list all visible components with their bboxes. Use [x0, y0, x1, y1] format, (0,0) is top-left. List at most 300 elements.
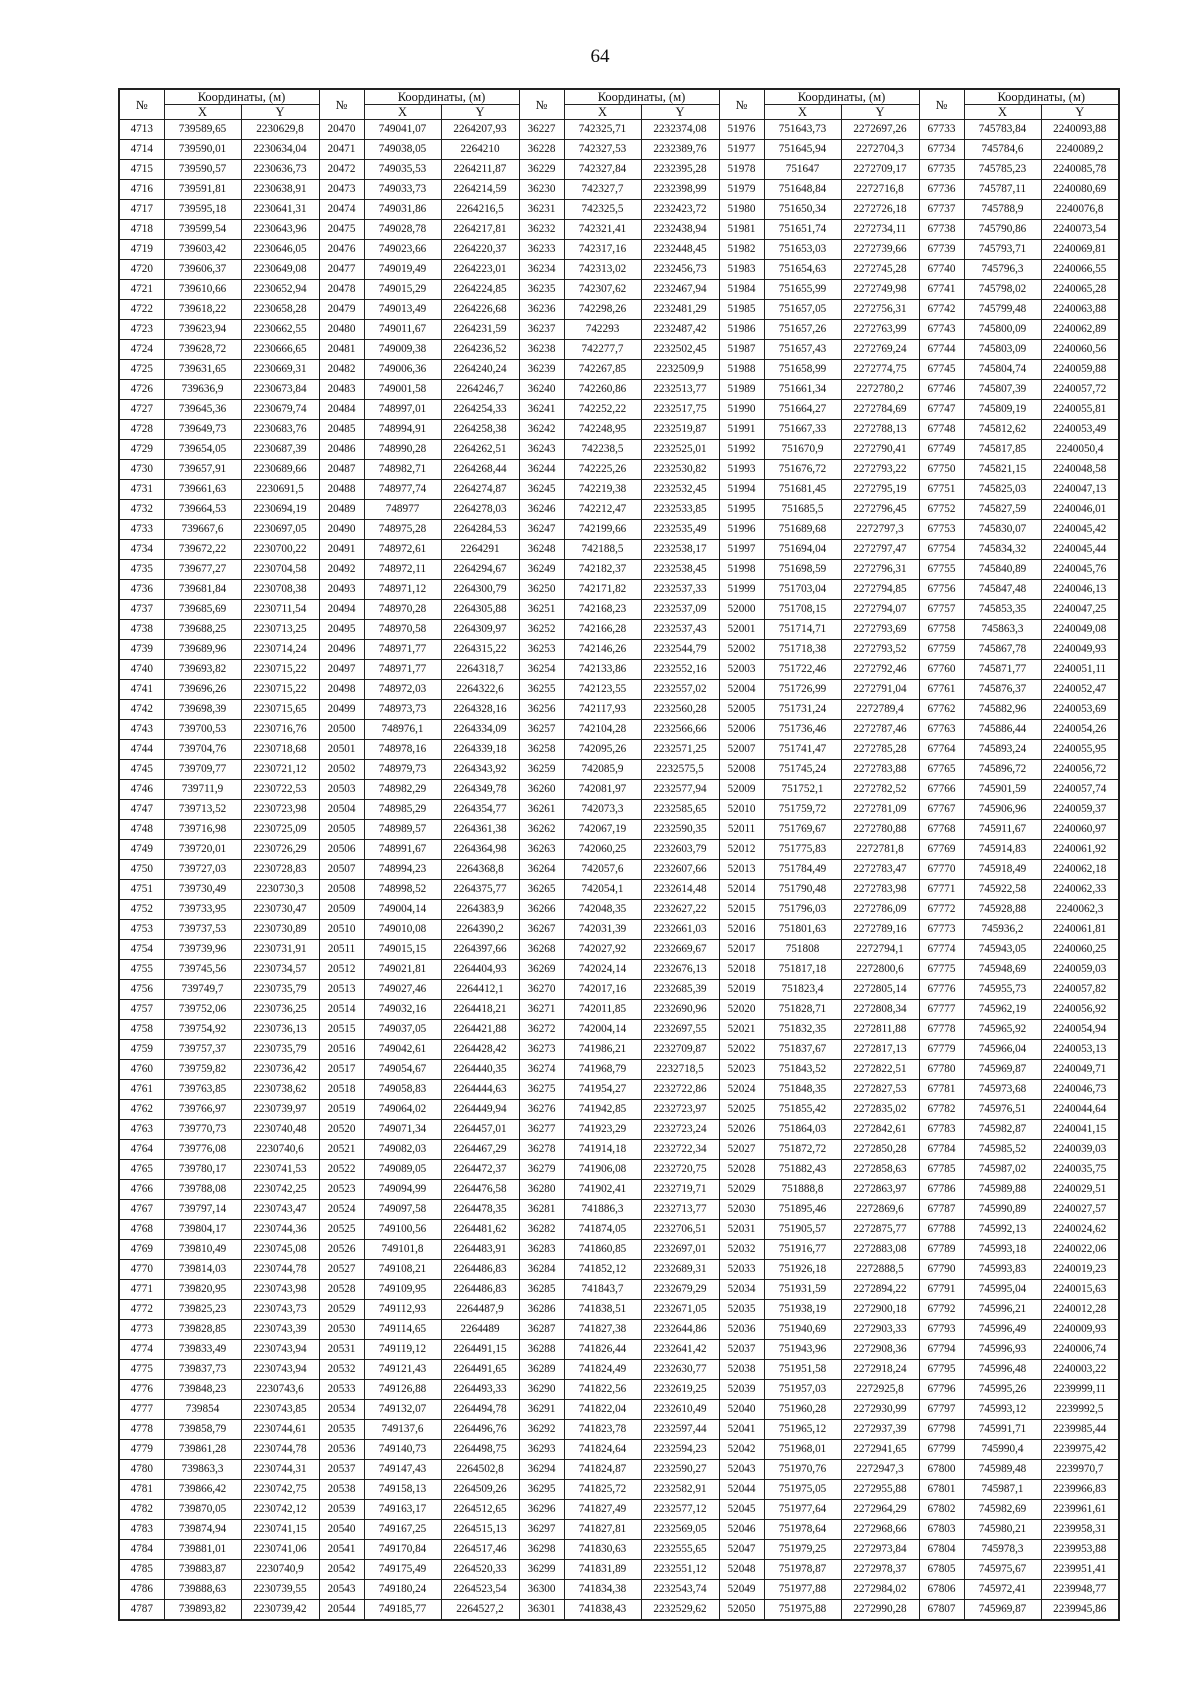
- x-coordinate-cell: 741902,41: [564, 1180, 641, 1200]
- x-coordinate-cell: 748989,57: [364, 820, 441, 840]
- point-number-cell: 4730: [119, 460, 164, 480]
- point-number-cell: 36235: [519, 280, 564, 300]
- y-coordinate-cell: 2232582,91: [641, 1480, 719, 1500]
- x-coordinate-cell: 742011,85: [564, 1000, 641, 1020]
- y-coordinate-cell: 2272780,2: [841, 380, 919, 400]
- point-number-cell: 4733: [119, 520, 164, 540]
- y-coordinate-cell: 2240048,58: [1041, 460, 1119, 480]
- point-number-cell: 67745: [919, 360, 964, 380]
- point-number-cell: 67786: [919, 1180, 964, 1200]
- x-coordinate-cell: 739776,08: [164, 1140, 241, 1160]
- point-number-cell: 67782: [919, 1100, 964, 1120]
- x-coordinate-cell: 749021,81: [364, 960, 441, 980]
- point-number-cell: 4758: [119, 1020, 164, 1040]
- point-number-cell: 20511: [319, 940, 364, 960]
- y-coordinate-cell: 2230736,42: [241, 1060, 319, 1080]
- point-number-cell: 36287: [519, 1320, 564, 1340]
- point-number-cell: 4773: [119, 1320, 164, 1340]
- table-row: [119, 520, 1119, 540]
- point-number-cell: 67801: [919, 1480, 964, 1500]
- y-coordinate-cell: 2272796,31: [841, 560, 919, 580]
- point-number-cell: 52006: [719, 720, 764, 740]
- y-coordinate-cell: 2264278,03: [441, 500, 519, 520]
- table-row: [119, 1360, 1119, 1380]
- table-row: [119, 560, 1119, 580]
- x-coordinate-cell: 742313,02: [564, 260, 641, 280]
- y-coordinate-cell: 2230739,97: [241, 1100, 319, 1120]
- point-number-cell: 67753: [919, 520, 964, 540]
- y-coordinate-cell: 2232374,08: [641, 120, 719, 140]
- x-coordinate-cell: 751658,99: [764, 360, 841, 380]
- point-number-cell: 4775: [119, 1360, 164, 1380]
- y-coordinate-cell: 2264440,35: [441, 1060, 519, 1080]
- x-coordinate-cell: 751745,24: [764, 760, 841, 780]
- y-coordinate-cell: 2272947,3: [841, 1460, 919, 1480]
- point-number-cell: 51981: [719, 220, 764, 240]
- x-coordinate-cell: 751970,76: [764, 1460, 841, 1480]
- x-coordinate-cell: 749028,78: [364, 220, 441, 240]
- point-number-cell: 20508: [319, 880, 364, 900]
- point-number-cell: 36266: [519, 900, 564, 920]
- y-coordinate-cell: 2240059,03: [1041, 960, 1119, 980]
- point-number-cell: 67793: [919, 1320, 964, 1340]
- point-number-cell: 20478: [319, 280, 364, 300]
- x-coordinate-cell: 739754,92: [164, 1020, 241, 1040]
- y-coordinate-cell: 2239951,41: [1041, 1560, 1119, 1580]
- point-number-cell: 67744: [919, 340, 964, 360]
- x-coordinate-cell: 749042,61: [364, 1040, 441, 1060]
- point-number-cell: 51991: [719, 420, 764, 440]
- x-coordinate-cell: 741986,21: [564, 1040, 641, 1060]
- point-number-cell: 20515: [319, 1020, 364, 1040]
- y-coordinate-cell: 2272978,37: [841, 1560, 919, 1580]
- point-number-cell: 36295: [519, 1480, 564, 1500]
- x-coordinate-cell: 745996,49: [964, 1320, 1041, 1340]
- x-coordinate-cell: 745803,09: [964, 340, 1041, 360]
- point-number-cell: 67771: [919, 880, 964, 900]
- table-row: [119, 1500, 1119, 1520]
- y-coordinate-cell: 2240059,37: [1041, 800, 1119, 820]
- y-coordinate-cell: 2264502,8: [441, 1460, 519, 1480]
- x-coordinate-cell: 742327,7: [564, 180, 641, 200]
- table-row: [119, 820, 1119, 840]
- x-coordinate-cell: 741968,79: [564, 1060, 641, 1080]
- table-row: [119, 840, 1119, 860]
- y-coordinate-cell: 2240015,63: [1041, 1280, 1119, 1300]
- y-coordinate-cell: 2264300,79: [441, 580, 519, 600]
- table-row: [119, 360, 1119, 380]
- y-coordinate-cell: 2232395,28: [641, 160, 719, 180]
- y-coordinate-cell: 2264517,46: [441, 1540, 519, 1560]
- y-coordinate-cell: 2240062,33: [1041, 880, 1119, 900]
- x-coordinate-cell: 745982,69: [964, 1500, 1041, 1520]
- x-coordinate-cell: 751703,04: [764, 580, 841, 600]
- y-coordinate-cell: 2272863,97: [841, 1180, 919, 1200]
- x-coordinate-cell: 741823,78: [564, 1420, 641, 1440]
- y-coordinate-cell: 2232537,09: [641, 600, 719, 620]
- point-number-cell: 36280: [519, 1180, 564, 1200]
- table-row: [119, 1420, 1119, 1440]
- x-coordinate-cell: 741831,89: [564, 1560, 641, 1580]
- x-coordinate-cell: 749170,84: [364, 1540, 441, 1560]
- x-coordinate-cell: 745928,88: [964, 900, 1041, 920]
- y-coordinate-cell: 2264291: [441, 540, 519, 560]
- table-row: [119, 640, 1119, 660]
- x-coordinate-cell: 751848,35: [764, 1080, 841, 1100]
- x-coordinate-cell: 742057,6: [564, 860, 641, 880]
- x-coordinate-cell: 745985,52: [964, 1140, 1041, 1160]
- point-number-cell: 20482: [319, 360, 364, 380]
- table-row: [119, 1200, 1119, 1220]
- table-row: [119, 280, 1119, 300]
- point-number-cell: 4732: [119, 500, 164, 520]
- y-coordinate-cell: 2230744,78: [241, 1440, 319, 1460]
- x-coordinate-cell: 741838,51: [564, 1300, 641, 1320]
- x-coordinate-cell: 749004,14: [364, 900, 441, 920]
- y-coordinate-cell: 2230666,65: [241, 340, 319, 360]
- x-coordinate-cell: 745886,44: [964, 720, 1041, 740]
- point-number-cell: 67751: [919, 480, 964, 500]
- y-coordinate-cell: 2240019,23: [1041, 1260, 1119, 1280]
- point-number-cell: 4777: [119, 1400, 164, 1420]
- point-number-cell: 20543: [319, 1580, 364, 1600]
- point-number-cell: 4785: [119, 1560, 164, 1580]
- x-coordinate-cell: 742146,26: [564, 640, 641, 660]
- point-number-cell: 4745: [119, 760, 164, 780]
- x-coordinate-cell: 739618,22: [164, 300, 241, 320]
- y-coordinate-cell: 2272745,28: [841, 260, 919, 280]
- point-number-cell: 67735: [919, 160, 964, 180]
- y-coordinate-cell: 2272763,99: [841, 320, 919, 340]
- x-coordinate-cell: 745975,67: [964, 1560, 1041, 1580]
- x-coordinate-cell: 745980,21: [964, 1520, 1041, 1540]
- x-coordinate-cell: 749027,46: [364, 980, 441, 1000]
- y-coordinate-cell: 2232438,94: [641, 220, 719, 240]
- y-header: Y: [641, 105, 719, 120]
- x-coordinate-cell: 739696,26: [164, 680, 241, 700]
- table-row: [119, 340, 1119, 360]
- y-coordinate-cell: 2240053,69: [1041, 700, 1119, 720]
- point-number-cell: 4778: [119, 1420, 164, 1440]
- point-number-cell: 4748: [119, 820, 164, 840]
- table-row: [119, 420, 1119, 440]
- y-header: Y: [441, 105, 519, 120]
- y-coordinate-cell: 2264491,15: [441, 1340, 519, 1360]
- y-coordinate-cell: 2232723,97: [641, 1100, 719, 1120]
- y-coordinate-cell: 2230738,62: [241, 1080, 319, 1100]
- table-row: [119, 900, 1119, 920]
- point-number-cell: 4766: [119, 1180, 164, 1200]
- point-number-cell: 52003: [719, 660, 764, 680]
- y-coordinate-cell: 2232509,9: [641, 360, 719, 380]
- point-number-cell: 36292: [519, 1420, 564, 1440]
- x-coordinate-cell: 749114,65: [364, 1320, 441, 1340]
- point-number-cell: 20509: [319, 900, 364, 920]
- x-coordinate-cell: 751657,43: [764, 340, 841, 360]
- table-row: [119, 1000, 1119, 1020]
- x-coordinate-cell: 741843,7: [564, 1280, 641, 1300]
- y-coordinate-cell: 2264216,5: [441, 200, 519, 220]
- point-number-cell: 67747: [919, 400, 964, 420]
- point-number-cell: 52001: [719, 620, 764, 640]
- point-number-cell: 4749: [119, 840, 164, 860]
- point-number-cell: 20487: [319, 460, 364, 480]
- y-coordinate-cell: 2264214,59: [441, 180, 519, 200]
- y-coordinate-cell: 2240047,13: [1041, 480, 1119, 500]
- x-coordinate-cell: 745817,85: [964, 440, 1041, 460]
- y-coordinate-cell: 2232676,13: [641, 960, 719, 980]
- y-coordinate-cell: 2232537,33: [641, 580, 719, 600]
- point-number-cell: 20471: [319, 140, 364, 160]
- y-coordinate-cell: 2240049,71: [1041, 1060, 1119, 1080]
- table-row: [119, 1400, 1119, 1420]
- point-number-cell: 67734: [919, 140, 964, 160]
- y-coordinate-cell: 2272888,5: [841, 1260, 919, 1280]
- x-coordinate-cell: 739591,81: [164, 180, 241, 200]
- x-coordinate-cell: 751726,99: [764, 680, 841, 700]
- point-number-cell: 67765: [919, 760, 964, 780]
- y-coordinate-cell: 2240041,15: [1041, 1120, 1119, 1140]
- y-coordinate-cell: 2230715,65: [241, 700, 319, 720]
- point-number-cell: 36296: [519, 1500, 564, 1520]
- point-number-cell: 20540: [319, 1520, 364, 1540]
- table-row: [119, 400, 1119, 420]
- y-coordinate-cell: 2240039,03: [1041, 1140, 1119, 1160]
- point-number-cell: 51983: [719, 260, 764, 280]
- point-number-cell: 4756: [119, 980, 164, 1000]
- y-coordinate-cell: 2240035,75: [1041, 1160, 1119, 1180]
- point-number-cell: 20476: [319, 240, 364, 260]
- point-number-cell: 36298: [519, 1540, 564, 1560]
- x-coordinate-cell: 739589,65: [164, 120, 241, 140]
- y-coordinate-cell: 2232535,49: [641, 520, 719, 540]
- x-coordinate-cell: 745785,23: [964, 160, 1041, 180]
- y-coordinate-cell: 2264457,01: [441, 1120, 519, 1140]
- y-coordinate-cell: 2272941,65: [841, 1440, 919, 1460]
- point-number-cell: 20535: [319, 1420, 364, 1440]
- point-number-cell: 52019: [719, 980, 764, 1000]
- x-coordinate-cell: 751975,05: [764, 1480, 841, 1500]
- point-number-cell: 20477: [319, 260, 364, 280]
- x-coordinate-cell: 745867,78: [964, 640, 1041, 660]
- x-coordinate-cell: 749019,49: [364, 260, 441, 280]
- x-coordinate-cell: 742031,39: [564, 920, 641, 940]
- point-number-cell: 36245: [519, 480, 564, 500]
- y-coordinate-cell: 2264224,85: [441, 280, 519, 300]
- x-coordinate-cell: 749013,49: [364, 300, 441, 320]
- y-coordinate-cell: 2232718,5: [641, 1060, 719, 1080]
- y-coordinate-cell: 2264478,35: [441, 1200, 519, 1220]
- x-coordinate-cell: 742317,16: [564, 240, 641, 260]
- point-number-cell: 67764: [919, 740, 964, 760]
- x-coordinate-cell: 739733,95: [164, 900, 241, 920]
- y-coordinate-cell: 2232679,29: [641, 1280, 719, 1300]
- point-number-cell: 36270: [519, 980, 564, 1000]
- point-number-cell: 4783: [119, 1520, 164, 1540]
- x-coordinate-cell: 749119,12: [364, 1340, 441, 1360]
- x-coordinate-cell: 749082,03: [364, 1140, 441, 1160]
- y-coordinate-cell: 2264489: [441, 1320, 519, 1340]
- point-number-cell: 4715: [119, 160, 164, 180]
- y-coordinate-cell: 2230634,04: [241, 140, 319, 160]
- point-number-cell: 36239: [519, 360, 564, 380]
- y-coordinate-cell: 2232529,62: [641, 1600, 719, 1621]
- y-coordinate-cell: 2230741,06: [241, 1540, 319, 1560]
- x-coordinate-cell: 745993,18: [964, 1240, 1041, 1260]
- point-number-cell: 51977: [719, 140, 764, 160]
- y-coordinate-cell: 2240046,13: [1041, 580, 1119, 600]
- y-coordinate-cell: 2232502,45: [641, 340, 719, 360]
- y-coordinate-cell: 2240066,55: [1041, 260, 1119, 280]
- table-row: [119, 300, 1119, 320]
- x-coordinate-cell: 741824,64: [564, 1440, 641, 1460]
- point-number-cell: 4720: [119, 260, 164, 280]
- y-coordinate-cell: 2232557,02: [641, 680, 719, 700]
- table-row: [119, 1580, 1119, 1600]
- x-coordinate-cell: 751796,03: [764, 900, 841, 920]
- x-coordinate-cell: 751895,46: [764, 1200, 841, 1220]
- point-number-cell: 36259: [519, 760, 564, 780]
- point-number-cell: 20497: [319, 660, 364, 680]
- y-coordinate-cell: 2232590,35: [641, 820, 719, 840]
- point-number-cell: 67733: [919, 120, 964, 140]
- point-number-cell: 20474: [319, 200, 364, 220]
- x-coordinate-cell: 745784,6: [964, 140, 1041, 160]
- point-number-cell: 52013: [719, 860, 764, 880]
- x-coordinate-cell: 745896,72: [964, 760, 1041, 780]
- y-coordinate-cell: 2272787,46: [841, 720, 919, 740]
- point-number-cell: 4786: [119, 1580, 164, 1600]
- x-coordinate-cell: 751654,63: [764, 260, 841, 280]
- point-number-cell: 36297: [519, 1520, 564, 1540]
- y-coordinate-cell: 2272789,16: [841, 920, 919, 940]
- y-coordinate-cell: 2230741,15: [241, 1520, 319, 1540]
- x-coordinate-cell: 742307,62: [564, 280, 641, 300]
- y-coordinate-cell: 2230743,39: [241, 1320, 319, 1340]
- coords-header: Координаты, (м): [564, 89, 719, 105]
- y-coordinate-cell: 2272780,88: [841, 820, 919, 840]
- point-number-cell: 67754: [919, 540, 964, 560]
- y-coordinate-cell: 2272875,77: [841, 1220, 919, 1240]
- point-number-cell: 67766: [919, 780, 964, 800]
- x-coordinate-cell: 741906,08: [564, 1160, 641, 1180]
- y-coordinate-cell: 2240061,81: [1041, 920, 1119, 940]
- point-number-cell: 36268: [519, 940, 564, 960]
- y-coordinate-cell: 2240046,73: [1041, 1080, 1119, 1100]
- point-number-cell: 4772: [119, 1300, 164, 1320]
- y-coordinate-cell: 2232517,75: [641, 400, 719, 420]
- x-coordinate-cell: 749038,05: [364, 140, 441, 160]
- y-coordinate-cell: 2264315,22: [441, 640, 519, 660]
- x-coordinate-cell: 748990,28: [364, 440, 441, 460]
- table-row: [119, 960, 1119, 980]
- y-coordinate-cell: 2232597,44: [641, 1420, 719, 1440]
- table-row: [119, 380, 1119, 400]
- point-number-cell: 20538: [319, 1480, 364, 1500]
- point-number-cell: 36288: [519, 1340, 564, 1360]
- y-coordinate-cell: 2264364,98: [441, 840, 519, 860]
- x-coordinate-cell: 751926,18: [764, 1260, 841, 1280]
- table-body: [119, 120, 1119, 1621]
- y-coordinate-cell: 2264487,9: [441, 1300, 519, 1320]
- y-coordinate-cell: 2232689,31: [641, 1260, 719, 1280]
- x-coordinate-cell: 742054,1: [564, 880, 641, 900]
- y-coordinate-cell: 2230694,19: [241, 500, 319, 520]
- y-coordinate-cell: 2240063,88: [1041, 300, 1119, 320]
- y-coordinate-cell: 2230643,96: [241, 220, 319, 240]
- point-number-cell: 20484: [319, 400, 364, 420]
- y-coordinate-cell: 2230715,22: [241, 680, 319, 700]
- point-number-cell: 20499: [319, 700, 364, 720]
- point-number-cell: 52020: [719, 1000, 764, 1020]
- x-coordinate-cell: 751731,24: [764, 700, 841, 720]
- x-coordinate-cell: 739820,95: [164, 1280, 241, 1300]
- y-coordinate-cell: 2272835,02: [841, 1100, 919, 1120]
- x-coordinate-cell: 739599,54: [164, 220, 241, 240]
- point-number-cell: 36281: [519, 1200, 564, 1220]
- x-header: X: [764, 105, 841, 120]
- point-number-cell: 67741: [919, 280, 964, 300]
- point-number-cell: 20544: [319, 1600, 364, 1621]
- table-row: [119, 880, 1119, 900]
- y-coordinate-cell: 2272903,33: [841, 1320, 919, 1340]
- y-coordinate-cell: 2264328,16: [441, 700, 519, 720]
- point-number-cell: 20516: [319, 1040, 364, 1060]
- y-coordinate-cell: 2272883,08: [841, 1240, 919, 1260]
- point-number-cell: 4741: [119, 680, 164, 700]
- x-coordinate-cell: 751975,88: [764, 1600, 841, 1621]
- point-number-cell: 52040: [719, 1400, 764, 1420]
- y-coordinate-cell: 2239948,77: [1041, 1580, 1119, 1600]
- y-coordinate-cell: 2240045,42: [1041, 520, 1119, 540]
- x-coordinate-cell: 749108,21: [364, 1260, 441, 1280]
- y-coordinate-cell: 2230679,74: [241, 400, 319, 420]
- y-coordinate-cell: 2272795,19: [841, 480, 919, 500]
- y-coordinate-cell: 2264397,66: [441, 940, 519, 960]
- point-number-cell: 52024: [719, 1080, 764, 1100]
- x-coordinate-cell: 751775,83: [764, 840, 841, 860]
- y-coordinate-cell: 2272794,07: [841, 600, 919, 620]
- point-number-cell: 36276: [519, 1100, 564, 1120]
- y-coordinate-cell: 2230740,9: [241, 1560, 319, 1580]
- point-number-cell: 4769: [119, 1240, 164, 1260]
- y-coordinate-cell: 2240057,74: [1041, 780, 1119, 800]
- x-coordinate-cell: 745965,92: [964, 1020, 1041, 1040]
- y-coordinate-cell: 2264258,38: [441, 420, 519, 440]
- x-coordinate-cell: 749011,67: [364, 320, 441, 340]
- y-coordinate-cell: 2272973,84: [841, 1540, 919, 1560]
- x-coordinate-cell: 739700,53: [164, 720, 241, 740]
- table-row: [119, 1480, 1119, 1500]
- y-coordinate-cell: 2232669,67: [641, 940, 719, 960]
- x-coordinate-cell: 742238,5: [564, 440, 641, 460]
- y-coordinate-cell: 2272800,6: [841, 960, 919, 980]
- y-coordinate-cell: 2240062,89: [1041, 320, 1119, 340]
- x-coordinate-cell: 748997,01: [364, 400, 441, 420]
- point-number-cell: 52036: [719, 1320, 764, 1340]
- x-coordinate-cell: 749041,07: [364, 120, 441, 140]
- point-number-cell: 67736: [919, 180, 964, 200]
- point-number-cell: 67794: [919, 1340, 964, 1360]
- point-number-cell: 20470: [319, 120, 364, 140]
- x-coordinate-cell: 739711,9: [164, 780, 241, 800]
- point-number-cell: 20523: [319, 1180, 364, 1200]
- point-number-cell: 4750: [119, 860, 164, 880]
- y-coordinate-cell: 2230744,31: [241, 1460, 319, 1480]
- point-number-cell: 52025: [719, 1100, 764, 1120]
- table-row: [119, 1080, 1119, 1100]
- point-number-cell: 20529: [319, 1300, 364, 1320]
